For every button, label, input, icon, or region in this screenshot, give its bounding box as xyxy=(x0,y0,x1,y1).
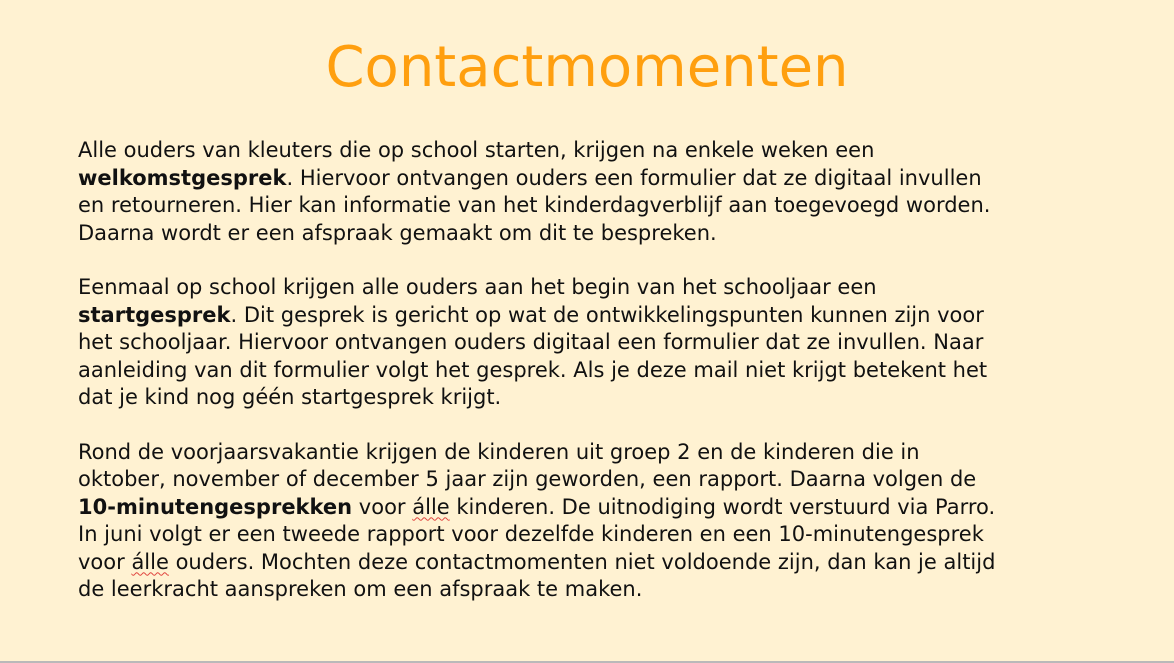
text-run: voor xyxy=(352,494,413,519)
bold-term: startgesprek xyxy=(78,302,231,327)
paragraph-welkomstgesprek xyxy=(78,137,1108,247)
bold-term: 10-minutengesprekken xyxy=(78,494,353,519)
text-run: de leerkracht aanspreken om een afspraak te maken. xyxy=(78,577,643,601)
text-run: . Dit gesprek is gericht op wat de ontwikkelingspunten kunnen zijn voor xyxy=(230,302,984,327)
text-run: en retourneren. Hier kan informatie van het kinderdagverblijf aan toegevoegd worden. xyxy=(78,193,991,217)
spellcheck-word: álle xyxy=(412,494,450,519)
text-run: . Hiervoor ontvangen ouders een formulier dat ze digitaal invullen xyxy=(286,165,982,190)
text-run: Daarna wordt er een afspraak gemaakt om dit te bespreken. xyxy=(78,220,717,245)
text-run: het schooljaar. Hiervoor ontvangen ouders digitaal een formulier dat ze invullen. Naar xyxy=(78,330,984,354)
text-run: ouders. Mochten deze contactmomenten niet voldoende zijn, dan kan je altijd xyxy=(168,549,996,574)
slide-body xyxy=(78,137,1108,604)
text-run: In juni volgt er een tweede rapport voor dezelfde kinderen en een 10-minutengesprek xyxy=(78,522,984,546)
text-run: voor xyxy=(78,549,132,574)
slide-title: Contactmomenten xyxy=(325,35,849,100)
spellcheck-word: álle xyxy=(131,549,169,574)
text-run: oktober, november of december 5 jaar zijn geworden, een rapport. Daarna volgen de xyxy=(78,467,977,491)
text-run: Alle ouders van kleuters die op school starten, krijgen na enkele weken een xyxy=(78,138,875,162)
text-run: dat je kind nog géén startgesprek krijgt. xyxy=(78,385,502,409)
bold-term: welkomstgesprek xyxy=(78,165,287,190)
paragraph-startgesprek xyxy=(78,274,1108,412)
text-run: kinderen. De uitnodiging wordt verstuurd via Parro. xyxy=(449,494,996,519)
text-run: Rond de voorjaarsvakantie krijgen de kinderen uit groep 2 en de kinderen die in xyxy=(78,439,920,464)
text-run: Eenmaal op school krijgen alle ouders aan het begin van het schooljaar een xyxy=(78,275,877,299)
paragraph-10-minutengesprekken xyxy=(78,439,1108,604)
text-run: aanleiding van dit formulier volgt het gesprek. Als je deze mail niet krijgt betekent het xyxy=(78,357,988,382)
